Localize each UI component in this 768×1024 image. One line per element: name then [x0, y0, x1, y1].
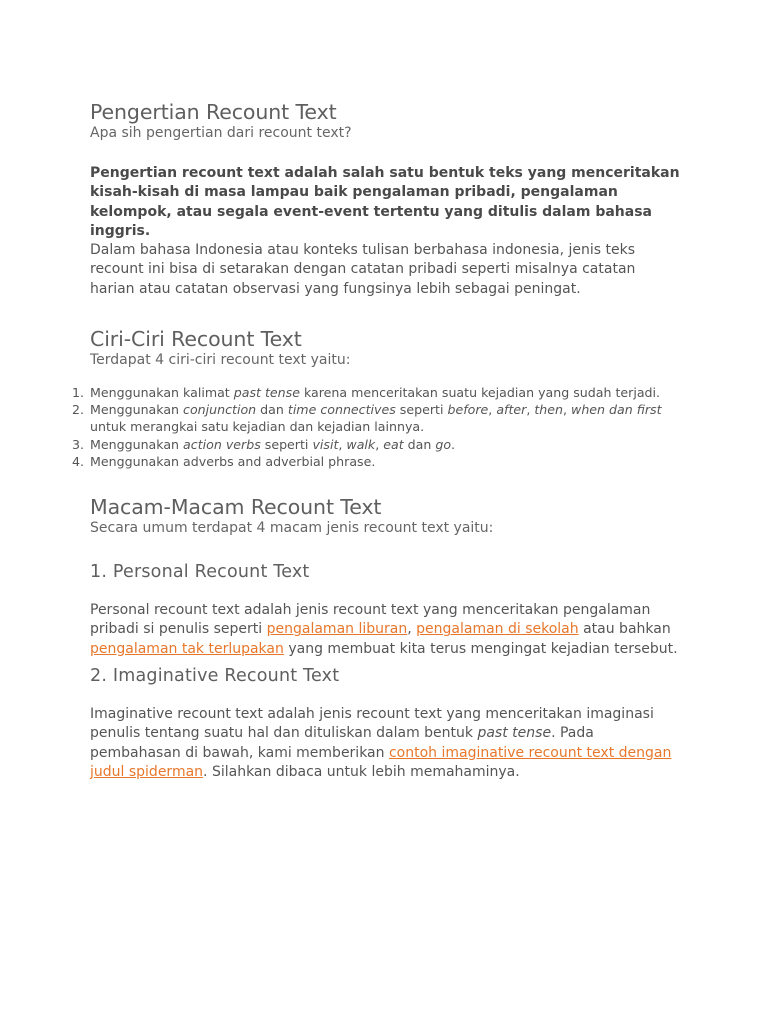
link-pengalaman-tak-terlupakan[interactable]: pengalaman tak terlupakan	[90, 640, 284, 657]
list-item-text: karena menceritakan suatu kejadian yang sudah terjadi.	[299, 385, 661, 401]
list-item-text: Menggunakan	[90, 436, 184, 452]
list-item-emphasis: action verbs	[183, 436, 261, 452]
personal-paragraph	[90, 601, 680, 659]
macam-intro: Secara umum terdapat 4 macam jenis recount text yaitu:	[90, 520, 494, 537]
ciri-list	[71, 384, 680, 470]
paragraph-text: . Silahkan dibaca untuk lebih memahaminya.	[203, 763, 520, 780]
list-item-text: Menggunakan	[90, 402, 184, 418]
document-page	[71, 98, 680, 782]
list-item-text: seperti	[260, 436, 313, 452]
list-item-text: ,	[488, 402, 497, 418]
list-item-text: dan	[256, 402, 288, 418]
ciri-intro: Terdapat 4 ciri-ciri recount text yaitu:	[90, 352, 351, 369]
list-item-text: dan	[403, 436, 436, 452]
list-item-text: seperti	[395, 402, 448, 418]
list-item-number: 3.	[71, 436, 84, 452]
section-title-pengertian: Pengertian Recount Text	[90, 100, 337, 124]
link-pengalaman-liburan[interactable]: pengalaman liburan	[266, 621, 408, 638]
list-item-number: 2.	[71, 402, 84, 418]
list-item	[71, 453, 680, 470]
list-item-text: ,	[375, 436, 384, 452]
list-item-emphasis: before	[447, 402, 489, 418]
section-title-macam-macam: Macam-Macam Recount Text	[90, 495, 382, 520]
list-item-emphasis: after	[496, 402, 527, 418]
list-item-text: ,	[338, 436, 347, 452]
section-title-ciri-ciri: Ciri-Ciri Recount Text	[90, 327, 302, 352]
list-item-emphasis: then	[534, 402, 563, 418]
list-item-emphasis: past tense	[233, 385, 300, 401]
list-item-emphasis: conjunction	[183, 402, 257, 418]
subsection-title-imaginative: 2. Imaginative Recount Text	[90, 665, 340, 686]
list-item-number: 1.	[71, 385, 84, 401]
imaginative-paragraph	[90, 705, 680, 782]
list-item-emphasis: when dan first	[571, 402, 662, 418]
list-item	[71, 384, 680, 401]
list-item-emphasis: walk	[346, 436, 376, 452]
paragraph-text: yang membuat kita terus mengingat kejadian tersebut.	[283, 640, 678, 657]
link-pengalaman-di-sekolah[interactable]: pengalaman di sekolah	[416, 621, 579, 638]
paragraph-text: atau bahkan	[578, 621, 671, 638]
link-contoh-imaginative-recount[interactable]: contoh imaginative recount text dengan judul spiderman	[90, 744, 672, 780]
definition-bold-paragraph: Pengertian recount text adalah salah satu bentuk teks yang menceritakan kisah-kisah di masa lampau baik pengalaman pribadi, pengalaman kelompok, atau segala event-event tertentu yang ditulis dalam bahasa inggris.	[90, 165, 680, 239]
paragraph-text: ,	[407, 621, 417, 638]
list-item-text: .	[451, 436, 456, 452]
list-item-emphasis: time connectives	[287, 402, 396, 418]
list-item-emphasis: visit	[312, 436, 339, 452]
list-item-number: 4.	[71, 453, 84, 469]
list-item-text: Menggunakan kalimat	[90, 385, 234, 401]
paragraph-text: . Pada pembahasan di bawah, kami memberikan	[90, 725, 594, 761]
section-question: Apa sih pengertian dari recount text?	[90, 125, 352, 141]
paragraph-text: Imaginative recount text adalah jenis recount text yang menceritakan imaginasi penulis tentang suatu hal dan dituliskan dalam bentuk	[90, 705, 654, 742]
paragraph-emphasis: past tense	[477, 725, 552, 742]
list-item-text: untuk merangkai satu kejadian dan kejadian lainnya.	[90, 419, 425, 435]
list-item	[71, 436, 680, 453]
list-item-text: Menggunakan adverbs and adverbial phrase.	[90, 453, 376, 469]
definition-paragraph: Dalam bahasa Indonesia atau konteks tulisan berbahasa indonesia, jenis teks recount ini bisa di setarakan dengan catatan pribadi seperti misalnya catatan harian atau catatan observasi yang fungsinya lebih sebagai peningat.	[90, 242, 636, 297]
paragraph-text: Personal recount text adalah jenis recount text yang menceritakan pengalaman pribadi si penulis seperti	[90, 602, 651, 638]
list-item-text: ,	[563, 402, 572, 418]
list-item-text: ,	[526, 402, 535, 418]
list-item	[71, 401, 680, 435]
subsection-title-personal: 1. Personal Recount Text	[90, 562, 310, 583]
list-item-emphasis: go	[435, 436, 452, 452]
list-item-emphasis: eat	[383, 436, 404, 452]
